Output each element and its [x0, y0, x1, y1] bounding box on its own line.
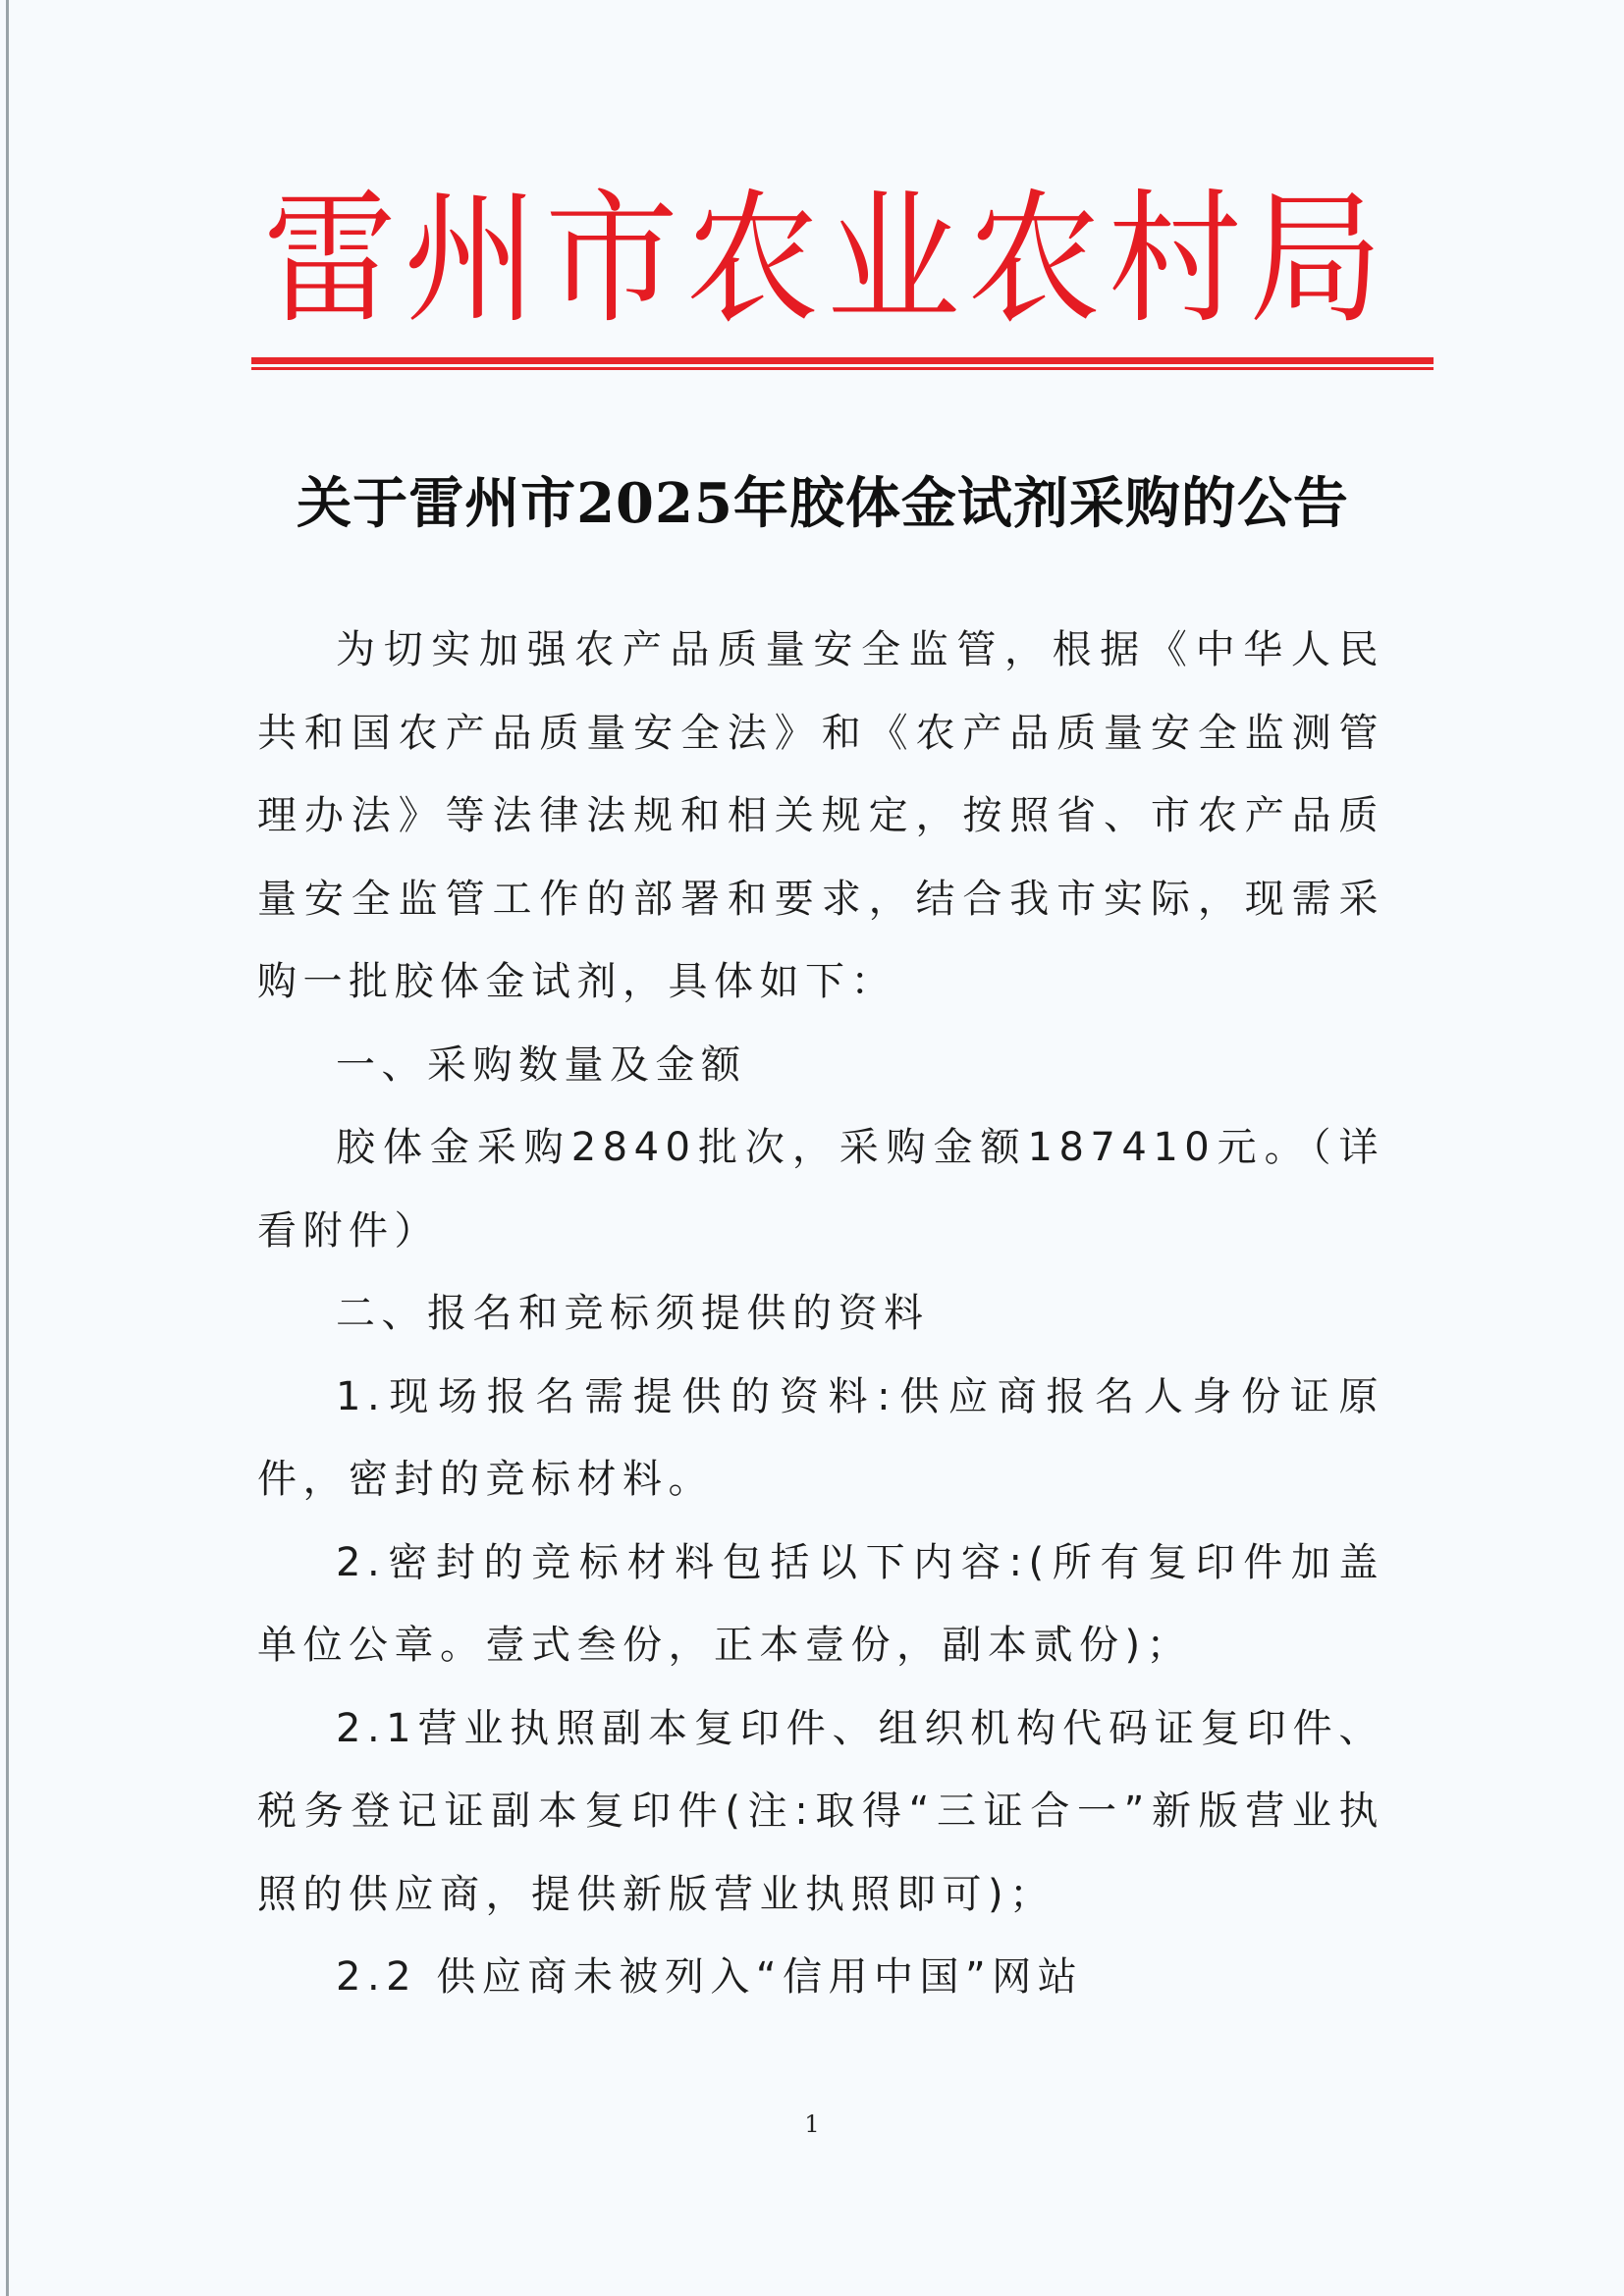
paragraph-item-2-2: 2.2 供应商未被列入“信用中国”网站: [336, 1954, 1084, 2000]
letterhead-agency-name: [263, 176, 1382, 345]
letterhead-char: 州: [404, 176, 538, 345]
paragraph-item-1: 1.现场报名需提供的资料:供应商报名人身份证原件，密封的竞标材料。: [257, 1373, 1384, 1502]
letterhead-divider-thick: [251, 357, 1434, 364]
paragraph-intro: 为切实加强农产品质量安全监管，根据《中华人民共和国农产品质量安全法》和《农产品质量安全监测管理办法》等法律法规和相关规定，按照省、市农产品质量安全监管工作的部署和要求，结合我市实际，现需采购一批胶体金试剂，具体如下：: [257, 627, 1384, 1004]
letterhead-char: 雷: [263, 176, 397, 345]
paragraph-item-2-1: 2.1营业执照副本复印件、组织机构代码证复印件、税务登记证副本复印件(注:取得“三证合一”新版营业执照的供应商，提供新版营业执照即可)；: [257, 1705, 1384, 1917]
paragraph-quantity-amount: 胶体金采购2840批次，采购金额187410元。（详看附件）: [257, 1125, 1384, 1254]
letterhead-char: 农: [967, 176, 1102, 345]
letterhead-char: 农: [685, 176, 820, 345]
letterhead-divider-thin: [251, 367, 1434, 370]
section-heading-2: 二、报名和竞标须提供的资料: [336, 1291, 930, 1336]
scan-edge: [6, 0, 9, 2296]
page-number: 1: [804, 2110, 820, 2138]
letterhead-char: 局: [1248, 176, 1382, 345]
document-body: [257, 609, 1384, 2019]
section-heading-1: 一、采购数量及金额: [336, 1041, 747, 1088]
letterhead-char: 市: [544, 176, 678, 345]
letterhead-char: 村: [1108, 176, 1242, 345]
document-title: 关于雷州市2025年胶体金试剂采购的公告: [297, 471, 1349, 536]
paragraph-item-2: 2.密封的竞标材料包括以下内容:(所有复印件加盖单位公章。壹式叁份，正本壹份，副本贰份)；: [257, 1539, 1384, 1668]
letterhead-char: 业: [826, 176, 960, 345]
